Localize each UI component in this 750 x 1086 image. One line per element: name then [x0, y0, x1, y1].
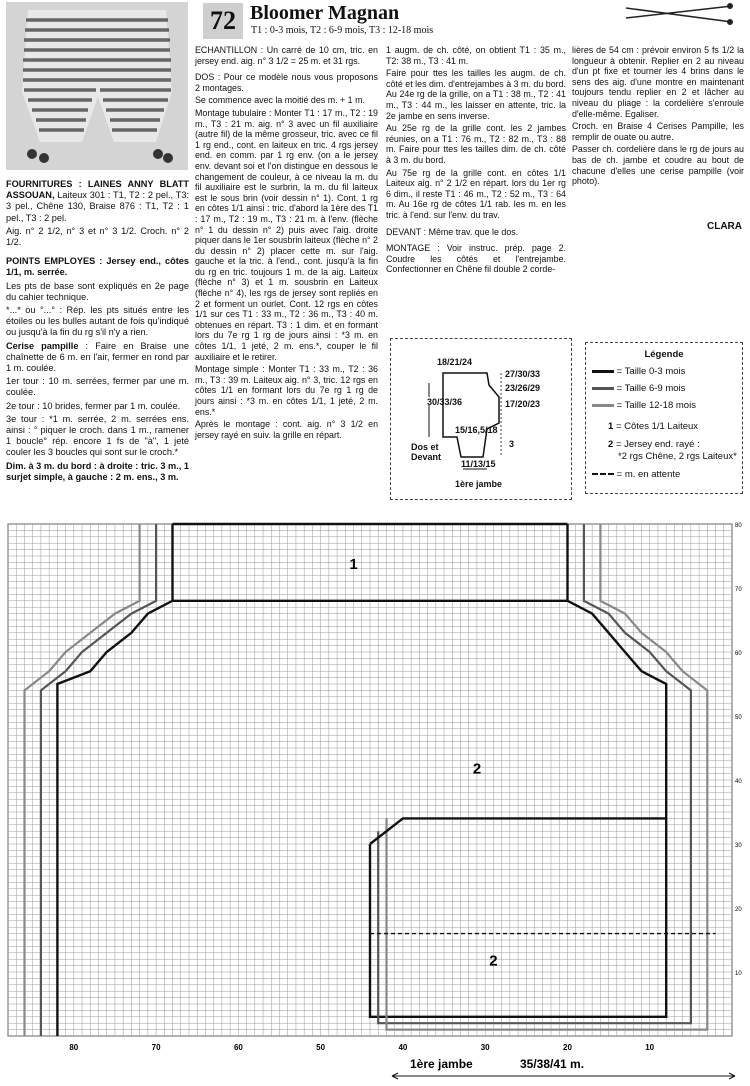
col4-p1: lières de 54 cm : prévoir environ 5 fs 1/2 la longueur à obtenir. Replier en 2 au niveau d'un pt fixe et tourner les 4 brins dans le sens des aig. d'une montre en maintenant toujours tendu replier en 2 et lâcher au niveau du pliage : la cordelière s'enroule d'elle-même. Egaliser. [572, 45, 744, 119]
legend-dashed-line-icon [592, 473, 614, 475]
y-tick-label: 10 [735, 971, 742, 977]
x-tick-label: 30 [480, 1043, 490, 1052]
rep-text: *...* ou °...° : Rép. les pts situés entre les étoiles ou les bulles autant de fois qu'indiqué ou jusqu'à la fin du rg s'il n'y a rien. [6, 305, 189, 338]
tour3-text: 3e tour : *1 m. serrée, 2 m. serrées ens. ainsi : ° piquer le croch. dans 1 m., ramener 1 boucle° rép. encore 1 fs de "à", 1 jeté couler les 3 boucles qui sont sur le croch.* [6, 413, 189, 458]
schema-label-jambe: 1ère jambe [455, 479, 503, 489]
y-tick-label: 50 [735, 715, 742, 721]
y-tick-label: 20 [735, 907, 742, 913]
legend-item-size1: = Taille 0-3 mois [592, 366, 738, 377]
tour1-text: 1er tour : 10 m. serrées, fermer par une m. coulée. [6, 376, 189, 398]
legend-item-zone1: 1 = Côtes 1/1 Laiteux [608, 421, 699, 432]
zone-label-1: 1 [349, 555, 358, 573]
fournitures-text: Laiteux 301 : T1, T2 : 2 pel., T3: 3 pel., Chêne 130, Braise 876 : T1, T2 : 1 pel., T3 : 2 pel. [6, 190, 189, 223]
y-tick-label: 70 [735, 587, 742, 593]
points-title: POINTS EMPLOYES : Jersey end., côtes 1/1, m. serrée. [6, 256, 189, 278]
x-tick-label: 60 [233, 1043, 243, 1052]
col3-p1: 1 augm. de ch. côté, on obtient T1 : 35 m., T2: 38 m., T3 : 41 m. [386, 45, 566, 66]
column-cordeliere [572, 45, 744, 189]
y-tick-label: 40 [735, 779, 742, 785]
knitted-bloomer-photo-icon [6, 2, 188, 170]
montage-tubulaire-text: Montage tubulaire : Monter T1 : 17 m., T2 : 19 m., T3 : 21 m. aig. n° 3 avec un fil auxiliaire (autre fil) de la même grosseur, tric. avec ce fil 1 rg end., cont. en laiteux en tric. 4 rgs jersey end. en comm. par 1 rg env. (on a le jersey env. devant soi et l'on distingue en dessous le changement de couleur, à ce niveau la m. du fil auxiliaire est le surbrin, la m. du fil laiteux est le sous brin (voir dessin n° 1). Cont. 1 rg en côtes 1/1 ainsi : tric. d'abord la 1ère des T1 : 17 m., T2 : 19 m., T3 : 21 m. à l'env. (flèche n° 1 du dessin n° 2) puis avec l'aig. droite piquer dans le 1er sousbrin laiteux (flèche n° 2 du dessin n° 2) placer cette m. sur l'aig. gauche et la tric. à l'end., cont. jusqu'à la fin du rg en tric. toujours 1 m. de la aig. Laiteux (flèche n° 3) et 1 m. sousbrin en Laiteux (flèche n° 4), les rgs de jersey sont repliés en 2 et forment un ourlet. Cont. 12 rgs en côtes 1/1 sur ces T1 : 33 m., T2 : 36 m., T3 : 40 m. obtenues en répart. T3 : 1 dim. et en formant lors du 7e rg 1 rg de jours ainsi : *3 m. en côtes 1/1, 1 jeté, 2 m. ens.*, couper le fil auxiliaire et le retirer. [195, 107, 378, 362]
footer-label-jambe: 1ère jambe [410, 1057, 473, 1071]
legend-line-light-icon [592, 404, 614, 407]
y-tick-label: 30 [735, 843, 742, 849]
schema-bottom: 11/13/15 [461, 459, 496, 469]
schema-h4: 3 [509, 439, 515, 449]
schematic-diagram [390, 338, 572, 500]
legend-title: Légende [644, 349, 684, 360]
legend-line-mid-icon [592, 387, 614, 390]
schema-leg: 15/16,5/18 [455, 425, 498, 435]
legend-item-zone2-detail: *2 rgs Chêne, 2 rgs Laiteux* [618, 451, 737, 462]
legend-item-size3: = Taille 12-18 mois [592, 400, 738, 411]
footer-arrow-icon [392, 1073, 735, 1079]
page-title: Bloomer Magnan [250, 2, 400, 24]
y-tick-label: 80 [735, 523, 742, 529]
dim-text: Dim. à 3 m. du bord : à droite : tric. 3 m., 1 surjet simple, à gauche : 2 m. ens., 3 m. [6, 460, 189, 482]
schema-h2: 23/26/29 [505, 383, 541, 393]
knitting-needles-icon [622, 2, 738, 31]
dos-text: DOS : Pour ce modèle nous vous proposons 2 montages. [195, 72, 378, 93]
col4-p2: Croch. en Braise 4 Cerises Pampille, les remplir de ouate ou autre. [572, 121, 744, 142]
col3-p2: Faire pour ttes les tailles les augm. de ch. côté et les dim. d'entrejambes à 3 m. du bord. Au 24e rg de la grille, on a T1 : 38 m., T2 : 41 m., T3 : 44 m., les laisser en attente, tric. la 2e jambe en sens inverse. [386, 68, 566, 121]
legend-line-thick-icon [592, 370, 614, 373]
knitting-chart [0, 520, 750, 1081]
column-fournitures [6, 179, 189, 485]
cerise-text: : Faire en Braise une chaînette de 6 m. en l'air, fermer en rond par 1 m. coulée. [6, 340, 190, 374]
knitting-chart-svg [0, 520, 750, 1081]
x-tick-label: 70 [151, 1043, 161, 1052]
product-photo [6, 2, 188, 170]
sizes-line: T1 : 0-3 mois, T2 : 6-9 mois, T3 : 12-18 mois [251, 25, 434, 36]
col4-p3: Passer ch. cordelière dans le rg de jours au bas de ch. jambe et coudre au bout de chacune d'elles une cerise pampille (voir photo). [572, 144, 744, 187]
legend-item-attente: = m. en attente [592, 469, 738, 480]
legend-item-zone2: 2 = Jersey end. rayé : [608, 439, 700, 450]
cerise-title: Cerise pampille [6, 340, 79, 351]
footer-label-mailles: 35/38/41 m. [520, 1057, 585, 1071]
zone-label-2: 2 [472, 760, 482, 778]
x-tick-label: 80 [69, 1043, 79, 1052]
devant-text: DEVANT : Même trav. que le dos. [386, 226, 519, 237]
schema-mid: 30/33/36 [427, 397, 463, 407]
fournitures-title: FOURNITURES : LAINES ANNY BLATT ASSOUAN, [6, 179, 189, 201]
x-tick-label: 40 [398, 1043, 408, 1052]
schema-label-dos: Dos et Devant [411, 442, 442, 462]
schema-top: 18/21/24 [437, 357, 473, 367]
signature: CLARA [707, 221, 742, 232]
column-grille [386, 45, 566, 277]
legend-item-size2: = Taille 6-9 mois [592, 383, 738, 394]
y-tick-label: 60 [735, 651, 742, 657]
aig-text: Aig. n° 2 1/2, n° 3 et n° 3 1/2. Croch. n° 2 1/2. [6, 225, 189, 248]
montage-simple-text: Montage simple : Monter T1 : 33 m., T2 : 36 m., T3 : 39 m. Laiteux aig. n° 3, tric. 12 rgs en côtes 1/1 en formant lors du 7e rg 1 rg de jours ainsi : *3 m. en côtes 1/1, 1 jeté, 2 m. ens.* [195, 364, 378, 417]
x-tick-label: 10 [645, 1043, 655, 1052]
dos2-text: Se commence avec la moitié des m. + 1 m. [195, 95, 365, 106]
montage-text: MONTAGE : Voir instruc. prép. page 2. Coudre les côtés et l'entrejambe. Confectionner en Chêne fil double 2 corde- [386, 243, 566, 275]
col3-p3: Au 25e rg de la grille cont. les 2 jambes réunies, on a T1 : 76 m., T2 : 82 m., T3 : 88 m. Faire pour ttes les tailles dim. de ch. côté à 3 m. du bord. [386, 123, 566, 165]
zone-label-3: 2 [489, 952, 498, 970]
page-number: 72 [203, 3, 243, 39]
x-tick-label: 50 [316, 1043, 326, 1052]
points-text: Les pts de base sont expliqués en 2e page du cahier technique. [6, 280, 189, 302]
apres-montage-text: Après le montage : cont. aig. n° 3 1/2 en jersey rayé en suiv. la grille en répart. [195, 419, 378, 440]
legend [585, 342, 743, 494]
schema-h1: 27/30/33 [505, 369, 541, 379]
schematic-shape [391, 339, 571, 499]
col3-p4: Au 75e rg de la grille cont. en côtes 1/1 Laiteux aig. n° 2 1/2 en répart. lors du 1er rg 6 dim., il reste T1 : 46 m., T2 : 52 m., T3 : 64 m. Au 16e rg de côtes 1/1 rab. les m. en les tric. à l'end. sur l'env. du trav. [386, 167, 566, 220]
echantillon-text: ECHANTILLON : Un carré de 10 cm, tric. en jersey end. aig. n° 3 1/2 = 25 m. et 31 rgs. [195, 45, 378, 66]
x-tick-label: 20 [563, 1043, 572, 1052]
tour2-text: 2e tour : 10 brides, fermer par 1 m. coulée. [6, 400, 181, 411]
schema-h3: 17/20/23 [505, 399, 541, 409]
column-echantillon [195, 45, 378, 442]
